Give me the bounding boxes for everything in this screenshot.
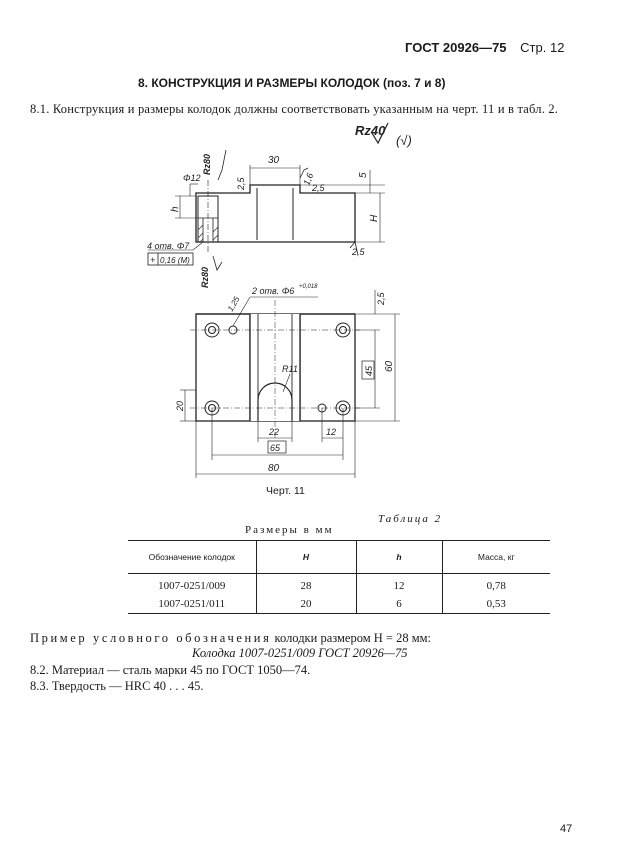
dim-phi12: Φ12 <box>183 173 201 183</box>
roughness-side-bottom: Rz80 <box>200 266 210 288</box>
cell-H: 28 <box>256 574 356 596</box>
example-designation: Колодка 1007-0251/009 ГОСТ 20926—75 <box>192 646 408 660</box>
header-H: H <box>256 541 356 574</box>
dim-12: 12 <box>326 427 337 437</box>
cell-H: 20 <box>256 595 356 614</box>
table-header-row <box>128 541 550 574</box>
page-number: 47 <box>560 823 573 835</box>
position-symbol: + <box>150 255 156 265</box>
dim-22: 22 <box>269 427 280 437</box>
dim-5: 5 <box>358 172 369 178</box>
dim-80: 80 <box>268 463 280 474</box>
cell-mass: 0,53 <box>442 595 550 614</box>
table-row <box>128 574 550 596</box>
dim-1-25: 1,25 <box>225 295 242 313</box>
cell-designation: 1007-0251/009 <box>158 580 226 592</box>
dim-65: 65 <box>270 443 281 453</box>
example-spaced-text: Пример условного обозначения <box>30 631 272 645</box>
table-row <box>128 595 550 614</box>
roughness-side-top: Rz80 <box>202 153 212 175</box>
dim-20: 20 <box>175 400 185 411</box>
tolerance-note: 0,16 (M) <box>160 256 190 265</box>
dimensions-table <box>128 540 550 614</box>
cell-h: 12 <box>356 574 442 596</box>
figure-caption: Черт. 11 <box>266 485 305 497</box>
dim-1-6: 1,6 <box>301 171 316 187</box>
dim-h: h <box>170 206 181 212</box>
cell-h: 6 <box>356 595 442 614</box>
header-mass: Масса, кг <box>442 541 550 574</box>
dim-R11: R11 <box>282 364 298 374</box>
table-label: Таблица 2 <box>378 513 443 525</box>
header-h: h <box>356 541 442 574</box>
dim-H: H <box>369 214 380 222</box>
dim-60: 60 <box>384 360 395 372</box>
dim-45: 45 <box>364 365 374 376</box>
roughness-paren-label: (√) <box>396 133 412 148</box>
standard-number: ГОСТ 20926—75 <box>405 40 507 55</box>
holes-6-note: 2 отв. Φ6 <box>252 286 295 296</box>
example-rest-text: колодки размером H = 28 мм: <box>271 631 432 645</box>
section-title: 8. КОНСТРУКЦИЯ И РАЗМЕРЫ КОЛОДОК (поз. 7 и 8) <box>138 76 446 90</box>
intro-paragraph: 8.1. Конструкция и размеры колодок должны соответствовать указанным на черт. 11 и в табл. 2. <box>30 102 559 116</box>
dim-2-5-bottom: 2,5 <box>352 247 365 257</box>
dim-2-5-plan: 2,5 <box>376 292 386 305</box>
cell-designation: 1007-0251/011 <box>128 595 256 614</box>
dim-2-5-right: 2,5 <box>312 183 325 193</box>
page-label: Стр. 12 <box>520 40 565 55</box>
table-subtitle: Размеры в мм <box>245 524 334 536</box>
cell-mass: 0,78 <box>442 574 550 596</box>
example-line <box>30 631 431 646</box>
roughness-main-label: Rz40 <box>355 123 386 138</box>
holes-6-tolerance: +0,018 <box>299 284 318 290</box>
item-hardness: 8.3. Твердость — HRC 40 . . . 45. <box>30 679 204 693</box>
item-material: 8.2. Материал — сталь марки 45 по ГОСТ 1050—74. <box>30 663 311 677</box>
side-view-outline <box>196 185 355 242</box>
dim-30: 30 <box>268 155 280 166</box>
holes-note: 4 отв. Φ7 <box>147 241 190 251</box>
header-designation: Обозначение колодок <box>128 541 256 574</box>
dim-2-5-left: 2,5 <box>236 177 246 190</box>
